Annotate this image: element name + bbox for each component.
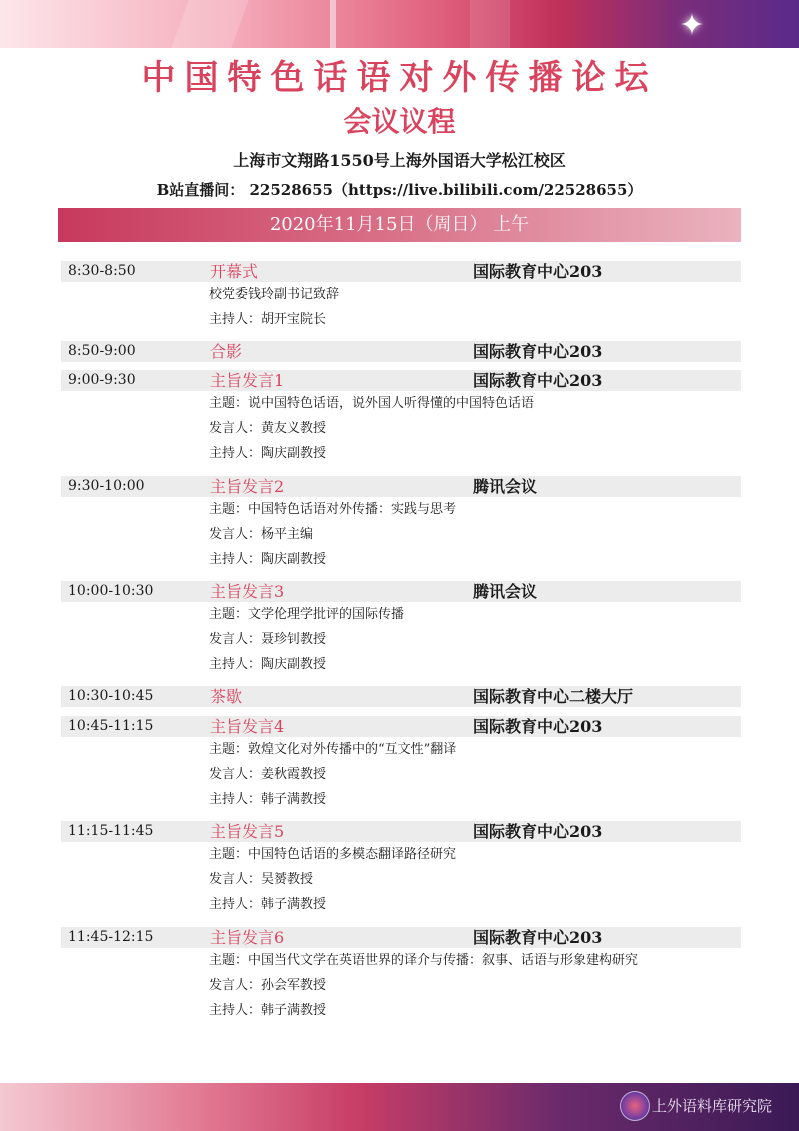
session-detail: 主题：中国当代文学在英语世界的译介与传播：叙事、话语与形象建构研究 (209, 953, 639, 968)
schedule-row (61, 476, 741, 572)
schedule-row (61, 581, 741, 677)
schedule-row-header (61, 927, 741, 948)
schedule-row-header (61, 261, 741, 282)
bottom-banner (0, 1083, 799, 1131)
schedule-row-header (61, 581, 741, 602)
session-detail: 主题：中国特色话语对外传播：实践与思考 (209, 502, 457, 517)
session-time: 11:15-11:45 (68, 823, 154, 839)
session-title: 主旨发言3 (210, 582, 285, 601)
session-time: 10:30-10:45 (68, 688, 154, 704)
schedule-row (61, 370, 741, 466)
session-title: 主旨发言4 (210, 717, 285, 736)
session-location: 国际教育中心203 (473, 822, 603, 841)
schedule-row-header (61, 716, 741, 737)
session-detail: 发言人：杨平主编 (209, 527, 314, 542)
session-detail: 发言人：姜秋霞教授 (209, 767, 327, 782)
session-time: 9:30-10:00 (68, 478, 145, 494)
session-location: 腾讯会议 (473, 477, 538, 496)
session-detail: 主题：说中国特色话语，说外国人听得懂的中国特色话语 (209, 396, 535, 411)
session-time: 8:50-9:00 (68, 343, 136, 359)
session-time: 10:00-10:30 (68, 583, 154, 599)
session-time: 8:30-8:50 (68, 263, 136, 279)
session-detail: 发言人：黄友义教授 (209, 421, 327, 436)
session-detail: 发言人：吴赟教授 (209, 872, 314, 887)
sparkle-icon: ✦ (679, 8, 705, 43)
session-title: 合影 (210, 342, 243, 361)
page-subtitle: 会议议程 (343, 105, 456, 138)
schedule-row (61, 716, 741, 812)
session-time: 9:00-9:30 (68, 372, 136, 388)
session-detail: 主持人：陶庆副教授 (209, 446, 327, 461)
session-detail: 主题：敦煌文化对外传播中的“互文性”翻译 (209, 742, 457, 757)
schedule-row (61, 341, 741, 362)
schedule-row-header (61, 686, 741, 707)
session-detail: 主题：中国特色话语的多模态翻译路径研究 (209, 847, 457, 862)
session-time: 11:45-12:15 (68, 929, 154, 945)
session-location: 腾讯会议 (473, 582, 538, 601)
session-location: 国际教育中心203 (473, 342, 603, 361)
session-title: 开幕式 (210, 262, 259, 281)
schedule-row-header (61, 341, 741, 362)
banner-stripe (470, 0, 510, 48)
session-location: 国际教育中心203 (473, 717, 603, 736)
schedule-row-header (61, 821, 741, 842)
session-location: 国际教育中心203 (473, 262, 603, 281)
banner-stripe (171, 0, 248, 48)
session-detail: 发言人：孙会军教授 (209, 978, 327, 993)
session-title: 主旨发言5 (210, 822, 285, 841)
schedule-row-header (61, 370, 741, 391)
venue-address: 上海市文翔路1550号上海外国语大学松江校区 (233, 151, 566, 170)
session-detail: 主持人：韩子满教授 (209, 792, 327, 807)
banner-stripe (330, 0, 336, 48)
session-location: 国际教育中心203 (473, 928, 603, 947)
logo-text: 上外语料库研究院 (652, 1097, 773, 1115)
logo-icon (620, 1091, 650, 1121)
session-detail: 校党委钱玲副书记致辞 (209, 287, 340, 302)
session-detail: 主持人：陶庆副教授 (209, 552, 327, 567)
session-title: 主旨发言6 (210, 928, 285, 947)
schedule-row-header (61, 476, 741, 497)
schedule-row (61, 261, 741, 332)
session-time: 10:45-11:15 (68, 718, 154, 734)
page-title: 中国特色话语对外传播论坛 (141, 58, 658, 98)
session-detail: 主持人：胡开宝院长 (209, 312, 327, 327)
session-detail: 主持人：韩子满教授 (209, 897, 327, 912)
date-bar: 2020年11月15日（周日） 上午 (58, 208, 741, 242)
session-location: 国际教育中心203 (473, 371, 603, 390)
schedule-row (61, 821, 741, 917)
session-detail: 主持人：韩子满教授 (209, 1003, 327, 1018)
schedule-row (61, 927, 741, 1023)
session-title: 茶歇 (210, 687, 243, 706)
session-title: 主旨发言2 (210, 477, 285, 496)
session-detail: 发言人：聂珍钊教授 (209, 632, 327, 647)
session-location: 国际教育中心二楼大厅 (473, 687, 634, 706)
schedule-row (61, 686, 741, 707)
live-stream-info: B站直播间： 22528655（https://live.bilibili.com/22528655） (156, 181, 643, 199)
session-detail: 主持人：陶庆副教授 (209, 657, 327, 672)
session-detail: 主题：文学伦理学批评的国际传播 (209, 607, 405, 622)
session-title: 主旨发言1 (210, 371, 285, 390)
